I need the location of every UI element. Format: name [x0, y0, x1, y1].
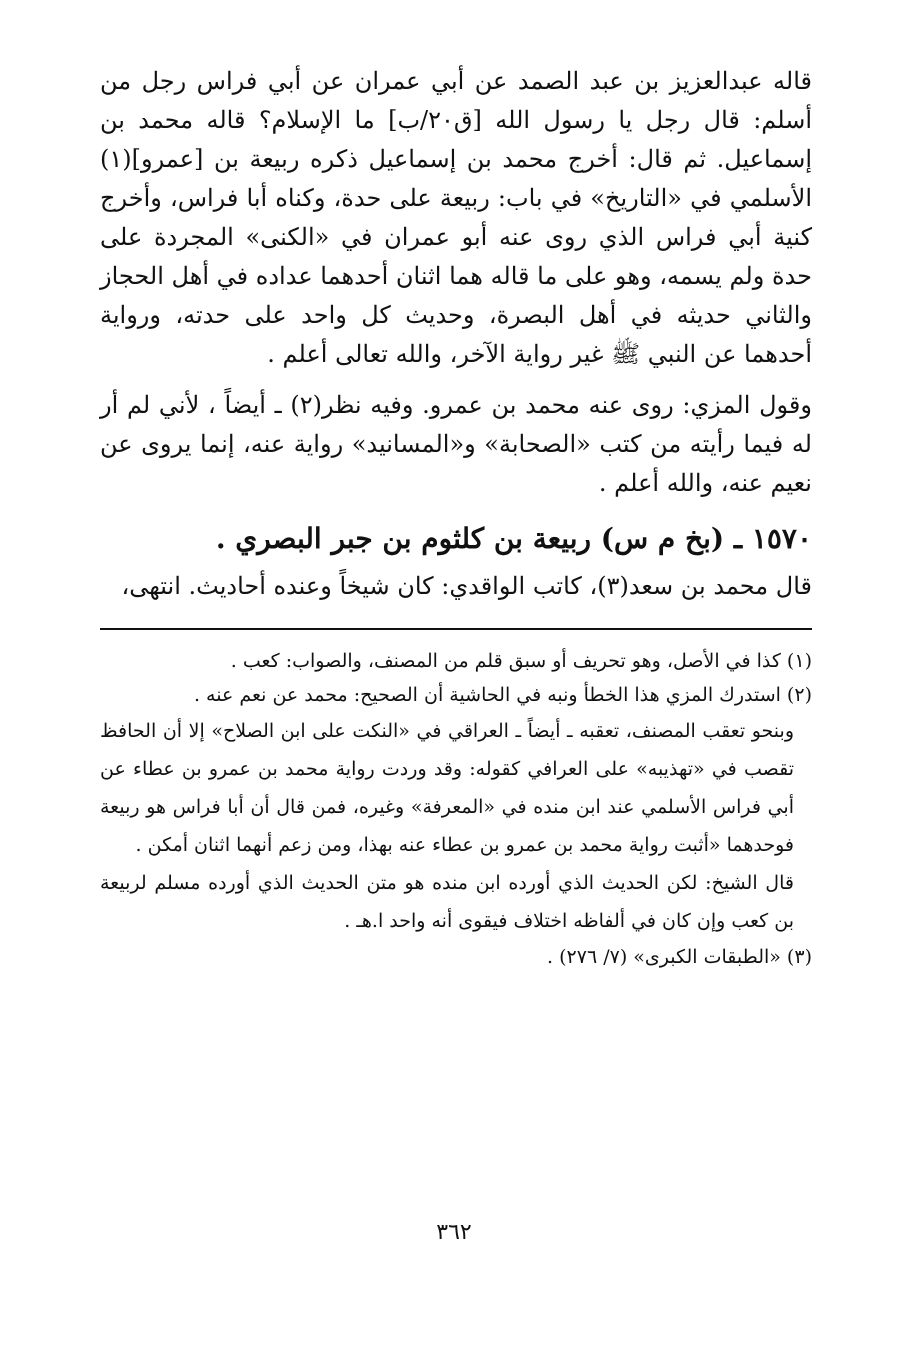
page-number: ٣٦٢ — [436, 1220, 472, 1245]
footnote-2-continuation-1: وبنحو تعقب المصنف، تعقبه ـ أيضاً ـ العراقي في «النكت على ابن الصلاح» إلا أن الحافظ تقصب في «تهذيبه» على العرافي كقوله: وقد وردت رواية محمد بن عمرو بن عطاء عن أبي فراس الأسلمي عند ابن منده في «المعرفة» وغيره، فمن قال أن أبا فراس هو ربيعة فوحدهما «أثبت رواية محمد بن عمرو بن عطاء عنه بهذا، ومن زعم أنهما اثنان أمكن . — [100, 720, 794, 856]
footnote-3: (٣) «الطبقات الكبرى» (٧/ ٢٧٦) . — [547, 946, 812, 968]
footnote-divider — [100, 628, 812, 630]
main-paragraph-3: قال محمد بن سعد(٣)، كاتب الواقدي: كان شيخاً وعنده أحاديث. انتهى، — [121, 572, 812, 600]
footnote-2-continuation-2: قال الشيخ: لكن الحديث الذي أورده ابن منده هو متن الحديث الذي أورده مسلم لربيعة بن كعب وإن كان في ألفاظه اختلاف فيقوى أنه واحد ا.هـ . — [100, 872, 794, 932]
entry-heading: ١٥٧٠ ـ (بخ م س) ربيعة بن كلثوم بن جبر البصري . — [215, 522, 812, 555]
footnote-2: (٢) استدرك المزي هذا الخطأ ونبه في الحاشية أن الصحيح: محمد عن نعم عنه . — [193, 684, 812, 706]
footnotes — [100, 644, 812, 974]
page-body — [100, 62, 812, 974]
main-paragraph-2: وقول المزي: روى عنه محمد بن عمرو. وفيه نظر(٢) ـ أيضاً ، لأني لم أر له فيما رأيته من كتب «الصحابة» و«المسانيد» رواية عنه، إنما يروى عن نعيم عنه، والله أعلم . — [100, 391, 812, 497]
footnote-1: (١) كذا في الأصل، وهو تحريف أو سبق قلم من المصنف، والصواب: كعب . — [230, 650, 812, 672]
main-paragraph-1: قاله عبدالعزيز بن عبد الصمد عن أبي عمران عن أبي فراس رجل من أسلم: قال رجل يا رسول الله [ق٢٠/ب] ما الإسلام؟ قاله محمد بن إسماعيل. ثم قال: أخرج محمد بن إسماعيل ذكره ربيعة بن [عمرو](١) الأسلمي في «التاريخ» في باب: ربيعة على حدة، وكناه أبا فراس، وأخرج كنية أبي فراس الذي روى عنه أبو عمران في «الكنى» المجردة على حدة ولم يسمه، وهو على ما قاله هما اثنان أحدهما عداده في أهل الحجاز والثاني حديثه في أهل البصرة، وحديث كل واحد على حدته، ورواية أحدهما عن النبي ﷺ غير رواية الآخر، والله تعالى أعلم . — [100, 67, 812, 368]
